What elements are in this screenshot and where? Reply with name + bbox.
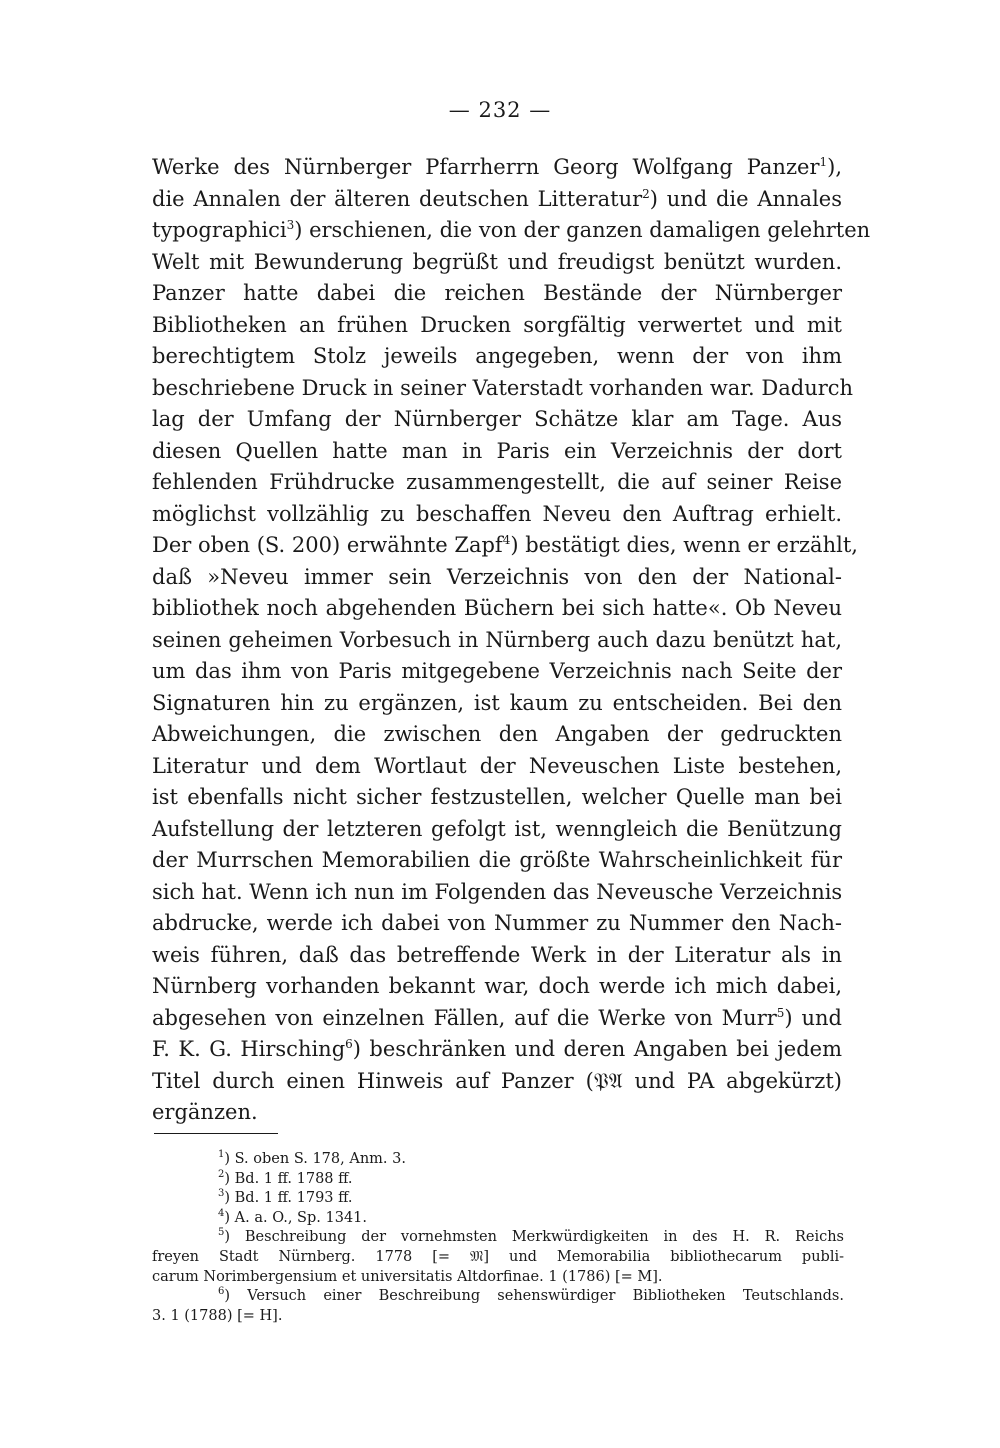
footnote-ref[interactable]: 6 bbox=[345, 1037, 353, 1051]
footnote-mark: 6 bbox=[218, 1286, 225, 1298]
text-line: Nürnberg vorhanden bekannt war, doch werde ich mich dabei, bbox=[152, 974, 842, 998]
text-line: F. K. G. Hirsching$^6$) beschränken und deren Angaben bei jedem bbox=[152, 1037, 842, 1061]
text-line: sich hat. Wenn ich nun im Folgenden das Neveusche Verzeichnis bbox=[152, 879, 843, 904]
text-line: ergänzen. bbox=[152, 1100, 258, 1124]
footnote: $^5$) Beschreibung der vornehmsten Merkwürdigkeiten in des H. R. Reichs bbox=[218, 1227, 844, 1246]
footnote: $^2$) Bd. 1 ff. 1788 ff. bbox=[218, 1168, 353, 1187]
footnote-mark: 4 bbox=[218, 1207, 225, 1219]
page-number: — 232 — bbox=[448, 98, 552, 122]
footnote: $^3$) Bd. 1 ff. 1793 ff. bbox=[218, 1188, 353, 1207]
text-line: möglichst vollzählig zu beschaffen Neveu den Auftrag erhielt. bbox=[152, 501, 842, 526]
footnote: $^6$) Versuch einer Beschreibung sehenswürdiger Bibliotheken Teutschlands. bbox=[218, 1286, 844, 1305]
text-line: typographici$^3$) erschienen, die von der ganzen damaligen gelehrten bbox=[152, 218, 871, 242]
footnote-divider bbox=[154, 1133, 278, 1134]
footnote-continuation: freyen Stadt Nürnberg. 1778 [= 𝔐] und Memorabilia bibliothecarum publi- bbox=[152, 1248, 844, 1265]
text-line: um das ihm von Paris mitgegebene Verzeichnis nach Seite der bbox=[152, 659, 842, 683]
text-line: Werke des Nürnberger Pfarrherrn Georg Wolfgang Panzer$^1$), bbox=[152, 155, 842, 179]
footnote-mark: 3 bbox=[218, 1188, 225, 1200]
text-line: diesen Quellen hatte man in Paris ein Verzeichnis der dort bbox=[152, 438, 842, 463]
text-line: lag der Umfang der Nürnberger Schätze klar am Tage. Aus bbox=[152, 407, 842, 431]
text-line: Signaturen hin zu ergänzen, ist kaum zu entscheiden. Bei den bbox=[152, 690, 842, 715]
text-line: Literatur und dem Wortlaut der Neveuschen Liste bestehen, bbox=[152, 753, 842, 778]
text-line: Welt mit Bewunderung begrüßt und freudigst benützt wurden. bbox=[152, 249, 842, 274]
footnote-ref[interactable]: 4 bbox=[502, 533, 511, 547]
footnote: $^1$) S. oben S. 178, Anm. 3. bbox=[218, 1149, 406, 1167]
text-line: fehlenden Frühdrucke zusammengestellt, die auf seiner Reise bbox=[152, 470, 842, 494]
main-text bbox=[152, 152, 871, 1129]
text-line: Aufstellung der letzteren gefolgt ist, wenngleich die Benützung bbox=[152, 816, 842, 841]
text-line: Titel durch einen Hinweis auf Panzer (𝔓𝔄 und PA abgekürzt) bbox=[152, 1068, 842, 1093]
text-line: seinen geheimen Vorbesuch in Nürnberg auch dazu benützt hat, bbox=[152, 627, 842, 652]
footnote-ref[interactable]: 5 bbox=[776, 1005, 785, 1020]
text-line: Abweichungen, die zwischen den Angaben der gedruckten bbox=[152, 722, 842, 746]
text-line: Bibliotheken an frühen Drucken sorgfältig verwertet und mit bbox=[152, 312, 842, 337]
footnote-continuation: carum Norimbergensium et universitatis Altdorfinae. 1 (1786) [= M]. bbox=[152, 1268, 663, 1285]
text-line: ist ebenfalls nicht sicher festzustellen, welcher Quelle man bei bbox=[152, 785, 842, 809]
text-line: berechtigtem Stolz jeweils angegeben, wenn der von ihm bbox=[152, 344, 842, 368]
footnote: $^4$) A. a. O., Sp. 1341. bbox=[218, 1207, 368, 1226]
footnote-ref[interactable]: 3 bbox=[286, 218, 295, 232]
footnote-mark: 2 bbox=[218, 1168, 225, 1180]
footnotes bbox=[152, 1150, 844, 1326]
text-line: daß »Neveu immer sein Verzeichnis von den der National- bbox=[152, 564, 842, 589]
text-line: Der oben (S. 200) erwähnte Zapf$^4$) bestätigt dies, wenn er erzählt, bbox=[152, 533, 858, 557]
footnote-mark: 5 bbox=[218, 1227, 225, 1239]
text-line: beschriebene Druck in seiner Vaterstadt vorhanden war. Dadurch bbox=[152, 375, 854, 400]
text-line: abgesehen von einzelnen Fällen, auf die Werke von Murr$^5$) und bbox=[152, 1005, 842, 1030]
text-line: der Murrschen Memorabilien die größte Wahrscheinlichkeit für bbox=[152, 848, 842, 872]
text-line: abdrucke, werde ich dabei von Nummer zu Nummer den Nach- bbox=[152, 911, 842, 935]
footnote-continuation: 3. 1 (1788) [= H]. bbox=[152, 1307, 283, 1324]
text-line: die Annalen der älteren deutschen Litteratur$^2$) und die Annales bbox=[152, 186, 842, 211]
text-line: Panzer hatte dabei die reichen Bestände der Nürnberger bbox=[152, 281, 842, 305]
text-line: bibliothek noch abgehenden Büchern bei sich hatte«. Ob Neveu bbox=[152, 596, 842, 620]
footnote-mark: 1 bbox=[218, 1149, 225, 1161]
footnote-ref[interactable]: 2 bbox=[642, 186, 650, 201]
text-line: weis führen, daß das betreffende Werk in der Literatur als in bbox=[152, 942, 842, 967]
footnote-ref[interactable]: 1 bbox=[819, 155, 828, 169]
